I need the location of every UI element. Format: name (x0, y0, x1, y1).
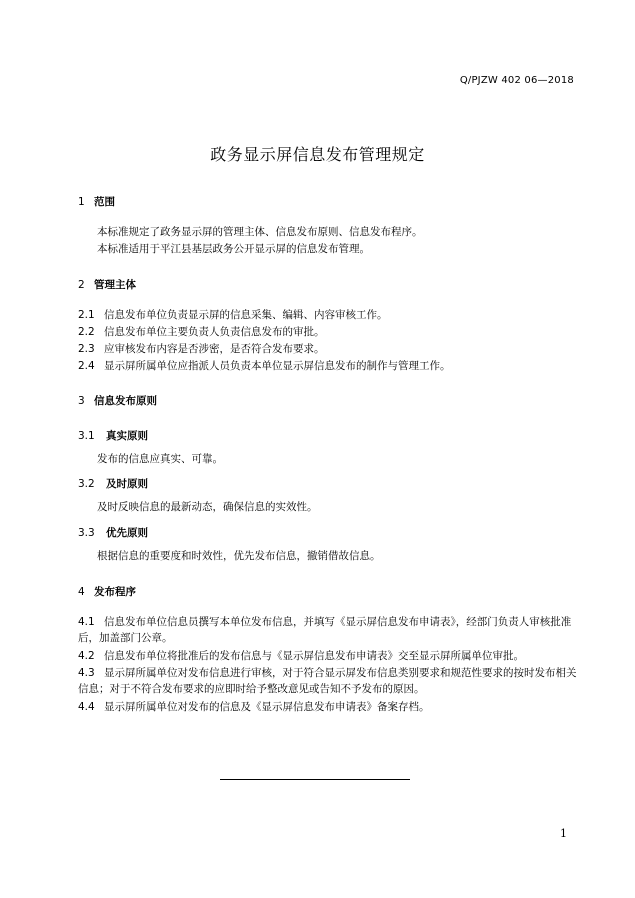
clause-number: 4.3 (78, 667, 95, 679)
clause-text: 信息发布单位信息员撰写本单位发布信息，并填写《显示屏信息发布申请表》，经部门负责人审核批准后，加盖部门公章。 (78, 616, 572, 644)
clause-text: 信息发布单位负责显示屏的信息采集、编辑、内容审核工作。 (104, 309, 388, 321)
subsection-number: 3.1 (78, 430, 95, 442)
paragraph: 本标准适用于平江县基层政务公开显示屏的信息发布管理。 (97, 243, 370, 255)
subsection-number: 3.3 (78, 527, 95, 539)
clause-number: 2.1 (78, 309, 95, 321)
clause-text: 显示屏所属单位对发布的信息及《显示屏信息发布申请表》备案存档。 (104, 701, 430, 713)
section-number: 2 (78, 279, 85, 291)
section-title: 管理主体 (94, 279, 136, 291)
clause-text: 信息发布单位主要负责人负责信息发布的审批。 (104, 326, 325, 338)
end-rule (220, 779, 410, 780)
section-title: 发布程序 (94, 586, 136, 598)
clause-text: 显示屏所属单位应指派人员负责本单位显示屏信息发布的制作与管理工作。 (104, 360, 451, 372)
subsection-number: 3.2 (78, 478, 95, 490)
section-heading-management (78, 277, 136, 292)
clause-text: 应审核发布内容是否涉密，是否符合发布要求。 (104, 343, 325, 355)
paragraph: 根据信息的重要度和时效性，优先发布信息，撤销借故信息。 (97, 550, 381, 562)
subsection-title: 及时原则 (106, 478, 148, 490)
section-title: 范围 (94, 196, 115, 208)
clause-item (78, 665, 578, 697)
section-heading-procedure (78, 584, 136, 599)
clause-item (78, 307, 578, 323)
clause-item (78, 324, 578, 340)
clause-item (78, 358, 578, 374)
clause-number: 2.4 (78, 360, 95, 372)
section-heading-principles (78, 393, 157, 408)
paragraph: 及时反映信息的最新动态，确保信息的实效性。 (97, 501, 318, 513)
paragraph: 本标准规定了政务显示屏的管理主体、信息发布原则、信息发布程序。 (97, 226, 423, 238)
subsection-heading (78, 428, 148, 443)
section-number: 4 (78, 586, 85, 598)
page-number: 1 (560, 827, 567, 840)
paragraph: 发布的信息应真实、可靠。 (97, 453, 223, 465)
clause-text: 显示屏所属单位对发布信息进行审核，对于符合显示屏发布信息类别要求和规范性要求的按时发布相关信息；对于不符合发布要求的应即时给予整改意见或告知不予发布的原因。 (78, 667, 577, 695)
subsection-heading (78, 476, 148, 491)
section-heading-scope (78, 194, 115, 209)
document-title: 政务显示屏信息发布管理规定 (210, 145, 425, 164)
section-number: 1 (78, 196, 85, 208)
clause-number: 4.1 (78, 616, 95, 628)
subsection-title: 优先原则 (106, 527, 148, 539)
section-title: 信息发布原则 (94, 395, 157, 407)
clause-item (78, 614, 578, 646)
standard-code: Q/PJZW 402 06—2018 (459, 75, 574, 86)
clause-number: 4.4 (78, 701, 95, 713)
clause-number: 2.3 (78, 343, 95, 355)
clause-item (78, 648, 578, 664)
clause-number: 4.2 (78, 650, 95, 662)
subsection-heading (78, 525, 148, 540)
clause-number: 2.2 (78, 326, 95, 338)
clause-item (78, 341, 578, 357)
section-number: 3 (78, 395, 85, 407)
subsection-title: 真实原则 (106, 430, 148, 442)
clause-item (78, 699, 578, 715)
clause-text: 信息发布单位将批准后的发布信息与《显示屏信息发布申请表》交至显示屏所属单位审批。 (104, 650, 524, 662)
